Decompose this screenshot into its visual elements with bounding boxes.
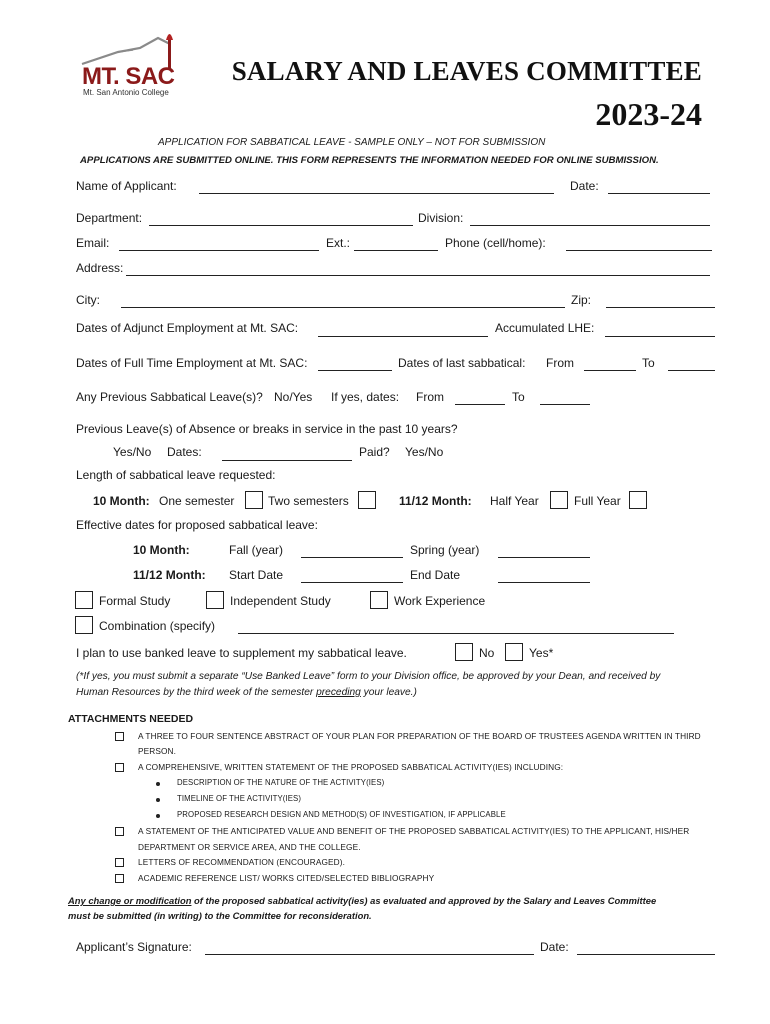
attachment-references-checkbox[interactable] (115, 874, 124, 883)
attachment-letters-checkbox[interactable] (115, 858, 124, 867)
banked-note-line2a: Human Resources by the third week of the semester (76, 687, 317, 698)
lhe-label: Accumulated LHE: (495, 321, 595, 335)
bullet-icon (156, 782, 160, 786)
date-label: Date: (570, 179, 599, 193)
combination-field[interactable] (238, 633, 674, 634)
change-statement-emphasis: Any change or modification (68, 895, 192, 906)
ext-field[interactable] (354, 250, 438, 251)
work-experience-label: Work Experience (394, 594, 486, 608)
zip-field[interactable] (606, 307, 715, 308)
attachment-references-label: ACADEMIC REFERENCE LIST/ WORKS CITED/SELECTED BIBLIOGRAPHY (138, 873, 435, 883)
signature-date-field[interactable] (577, 954, 715, 955)
independent-study-label: Independent Study (230, 594, 331, 608)
if-yes-dates-label: If yes, dates: (331, 390, 400, 404)
work-experience-checkbox[interactable] (370, 591, 388, 609)
last-sabbatical-label: Dates of last sabbatical: (398, 356, 526, 370)
prev-sabbatical-to-field[interactable] (540, 404, 590, 405)
attachment-statement-label: A COMPREHENSIVE, WRITTEN STATEMENT OF THE PROPOSED SABBATICAL ACTIVITY(IES) INCLUDING: (138, 762, 564, 772)
email-label: Email: (76, 236, 110, 250)
attachment-sub-research: PROPOSED RESEARCH DESIGN AND METHOD(S) OF INVESTIGATION, IF APPLICABLE (177, 810, 506, 819)
signature-date-label: Date: (540, 940, 569, 954)
ext-label: Ext.: (326, 236, 351, 250)
banked-note-line1: (*If yes, you must submit a separate “Use Banked Leave” form to your Division office, be approved by your Dean, and received by (76, 671, 661, 682)
attachment-value-line2: DEPARTMENT OR SERVICE AREA, AND THE COLLEGE. (138, 842, 361, 852)
attachment-abstract-line2: PERSON. (138, 746, 177, 756)
banked-note-line2c: your leave.) (360, 687, 417, 698)
zip-label: Zip: (571, 293, 592, 307)
prev-sabbatical-from-field[interactable] (455, 404, 505, 405)
bullet-icon (156, 798, 160, 802)
independent-study-checkbox[interactable] (206, 591, 224, 609)
adjunct-dates-label: Dates of Adjunct Employment at Mt. SAC: (76, 321, 299, 335)
date-field[interactable] (608, 193, 710, 194)
email-field[interactable] (119, 250, 319, 251)
end-date-field[interactable] (498, 582, 590, 583)
attachment-value-line1: A STATEMENT OF THE ANTICIPATED VALUE AND BENEFIT OF THE PROPOSED SABBATICAL ACTIVITY(IES) TO THE APPLICANT, HIS/HER (138, 826, 690, 836)
page-title: SALARY AND LEAVES COMMITTEE (231, 56, 702, 86)
name-field[interactable] (199, 193, 554, 194)
bullet-icon (156, 814, 160, 818)
one-semester-label: One semester (159, 494, 235, 508)
length-label: Length of sabbatical leave requested: (76, 468, 276, 482)
prev-sabbatical-from-label: From (416, 390, 444, 404)
banked-yes-label: Yes* (529, 646, 554, 660)
page-year: 2023-24 (595, 96, 702, 132)
banked-note-preceding: preceding (316, 687, 361, 698)
attachment-value-checkbox[interactable] (115, 827, 124, 836)
attachment-abstract-line1: A THREE TO FOUR SENTENCE ABSTRACT OF YOUR PLAN FOR PREPARATION OF THE BOARD OF TRUSTEES AGENDA WRITTEN IN THIRD (138, 731, 701, 741)
two-semesters-checkbox[interactable] (358, 491, 376, 509)
division-label: Division: (418, 211, 464, 225)
banked-note-line2 (76, 687, 417, 698)
combination-label: Combination (specify) (99, 619, 216, 633)
effective-dates-label: Effective dates for proposed sabbatical leave: (76, 518, 318, 532)
formal-study-checkbox[interactable] (75, 591, 93, 609)
fulltime-dates-label: Dates of Full Time Employment at Mt. SAC: (76, 356, 308, 370)
city-field[interactable] (121, 307, 565, 308)
banked-no-label: No (479, 646, 495, 660)
last-sabbatical-from-field[interactable] (584, 370, 636, 371)
fall-year-label: Fall (year) (229, 543, 284, 557)
city-label: City: (76, 293, 100, 307)
prev-leaves-answer[interactable]: Yes/No (113, 445, 152, 459)
effective-ten-month-label: 10 Month: (133, 543, 190, 557)
logo-name: MT. SAC (82, 63, 175, 90)
paid-label: Paid? (359, 445, 390, 459)
attachment-letters-label: LETTERS OF RECOMMENDATION (ENCOURAGED). (138, 857, 346, 867)
banked-yes-checkbox[interactable] (505, 643, 523, 661)
combination-checkbox[interactable] (75, 616, 93, 634)
change-statement-line1 (68, 895, 656, 906)
signature-label: Applicant’s Signature: (76, 940, 192, 954)
start-date-label: Start Date (229, 568, 284, 582)
full-year-label: Full Year (574, 494, 621, 508)
half-year-label: Half Year (490, 494, 539, 508)
eleven-month-label: 11/12 Month: (399, 494, 472, 508)
attachment-abstract-checkbox[interactable] (115, 732, 124, 741)
prev-leaves-label: Previous Leave(s) of Absence or breaks in service in the past 10 years? (76, 422, 458, 436)
start-date-field[interactable] (301, 582, 403, 583)
prev-sabbatical-to-label: To (512, 390, 525, 404)
fall-year-field[interactable] (301, 557, 403, 558)
paid-answer[interactable]: Yes/No (405, 445, 444, 459)
attachment-sub-timeline: TIMELINE OF THE ACTIVITY(IES) (177, 794, 302, 803)
two-semesters-label: Two semesters (268, 494, 349, 508)
last-sabbatical-from-label: From (546, 356, 574, 370)
attachments-heading: ATTACHMENTS NEEDED (68, 713, 194, 725)
effective-eleven-month-label: 11/12 Month: (133, 568, 206, 582)
attachment-statement-checkbox[interactable] (115, 763, 124, 772)
half-year-checkbox[interactable] (550, 491, 568, 509)
last-sabbatical-to-label: To (642, 356, 655, 370)
logo-subtitle: Mt. San Antonio College (83, 88, 169, 97)
name-label: Name of Applicant: (76, 179, 177, 193)
address-label: Address: (76, 261, 124, 275)
adjunct-dates-field[interactable] (318, 336, 488, 337)
banked-no-checkbox[interactable] (455, 643, 473, 661)
prev-sabbatical-answer[interactable]: No/Yes (274, 390, 313, 404)
last-sabbatical-to-field[interactable] (668, 370, 715, 371)
ten-month-label: 10 Month: (93, 494, 150, 508)
spring-year-field[interactable] (498, 557, 590, 558)
formal-study-label: Formal Study (99, 594, 171, 608)
one-semester-checkbox[interactable] (245, 491, 263, 509)
lhe-field[interactable] (605, 336, 715, 337)
attachment-sub-description: DESCRIPTION OF THE NATURE OF THE ACTIVITY(IES) (177, 778, 385, 787)
prev-sabbatical-label: Any Previous Sabbatical Leave(s)? (76, 390, 263, 404)
full-year-checkbox[interactable] (629, 491, 647, 509)
phone-label: Phone (cell/home): (445, 236, 546, 250)
banked-leave-label: I plan to use banked leave to supplement my sabbatical leave. (76, 646, 407, 660)
department-label: Department: (76, 211, 143, 225)
signature-field[interactable] (205, 954, 534, 955)
division-field[interactable] (470, 225, 710, 226)
spring-year-label: Spring (year) (410, 543, 480, 557)
end-date-label: End Date (410, 568, 461, 582)
college-logo (78, 30, 188, 100)
prev-leaves-dates-label: Dates: (167, 445, 202, 459)
phone-field[interactable] (566, 250, 712, 251)
form-subtitle: APPLICATION FOR SABBATICAL LEAVE - SAMPLE ONLY – NOT FOR SUBMISSION (158, 137, 546, 148)
department-field[interactable] (149, 225, 413, 226)
change-statement-rest: of the proposed sabbatical activity(ies) as evaluated and approved by the Salary and Leaves Committee (191, 895, 657, 906)
address-field[interactable] (126, 275, 710, 276)
prev-leaves-dates-field[interactable] (222, 460, 352, 461)
form-instructions: APPLICATIONS ARE SUBMITTED ONLINE. THIS FORM REPRESENTS THE INFORMATION NEEDED FOR ONLINE SUBMISSION. (80, 155, 659, 166)
change-statement-line2: must be submitted (in writing) to the Committee for reconsideration. (68, 910, 372, 921)
fulltime-dates-field[interactable] (318, 370, 392, 371)
